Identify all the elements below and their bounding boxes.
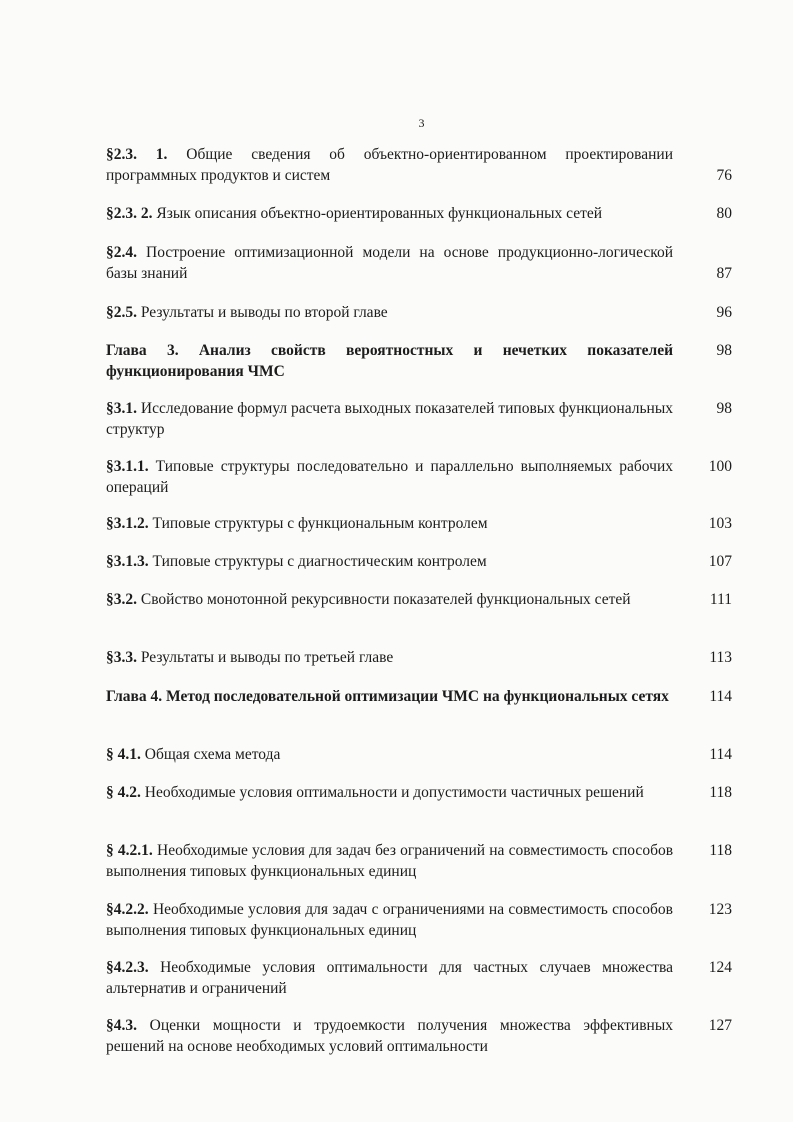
toc-entry-2-3-2[interactable] bbox=[106, 203, 732, 224]
section-title: Типовые структуры с диагностическим контролем bbox=[152, 553, 487, 570]
section-number: §3.2. bbox=[106, 591, 137, 608]
section-number: §3.1.3. bbox=[106, 553, 149, 570]
page-ref: 118 bbox=[709, 784, 732, 801]
toc-entry-2-4[interactable] bbox=[106, 242, 732, 284]
toc-entry-4-3[interactable] bbox=[106, 1015, 732, 1057]
section-title: Результаты и выводы по второй главе bbox=[140, 304, 388, 321]
section-number: §2.3. 1. bbox=[106, 146, 168, 163]
toc-entry-3-3[interactable] bbox=[106, 647, 732, 668]
page-ref: 100 bbox=[708, 458, 732, 475]
page-ref: 76 bbox=[716, 167, 732, 184]
section-title: Типовые структуры с функциональным контролем bbox=[152, 515, 488, 532]
section-number: §3.3. bbox=[106, 649, 137, 666]
page-ref: 127 bbox=[708, 1017, 732, 1034]
toc-chapter-4[interactable] bbox=[106, 686, 732, 707]
section-title: Результаты и выводы по третьей главе bbox=[140, 649, 394, 666]
section-title: Общие сведения об объектно-ориентированном проектировании программных продуктов и систем bbox=[106, 146, 674, 184]
section-number: § 4.1. bbox=[106, 746, 141, 763]
section-number: §4.2.2. bbox=[106, 901, 149, 918]
section-title: Необходимые условия для задач без ограничений на совместимость способов выполнения типовых функциональных единиц bbox=[106, 842, 674, 880]
section-title: Необходимые условия оптимальности для частных случаев множества альтернатив и ограничений bbox=[106, 959, 674, 997]
page-ref: 87 bbox=[716, 265, 732, 282]
section-title: Общая схема метода bbox=[144, 746, 281, 763]
page-ref: 111 bbox=[709, 591, 732, 608]
toc-entry-3-1-1[interactable] bbox=[106, 456, 732, 498]
page-ref: 107 bbox=[708, 553, 732, 570]
chapter-title: Глава 4. Метод последовательной оптимизации ЧМС на функциональных сетях bbox=[106, 688, 669, 705]
section-number: § 4.2. bbox=[106, 784, 141, 801]
page-number: 3 bbox=[418, 116, 425, 130]
toc-entry-3-1[interactable] bbox=[106, 398, 732, 440]
section-number: §3.1. bbox=[106, 400, 137, 417]
section-title: Исследование формул расчета выходных показателей типовых функциональных структур bbox=[106, 400, 673, 438]
toc-entry-2-3-1[interactable] bbox=[106, 144, 732, 186]
section-number: §2.4. bbox=[106, 244, 137, 261]
section-number: § 4.2.1. bbox=[106, 842, 153, 859]
page-ref: 113 bbox=[709, 649, 732, 666]
toc-entry-3-2[interactable] bbox=[106, 589, 732, 610]
section-number: §2.3. 2. bbox=[106, 205, 153, 222]
toc-entry-2-5[interactable] bbox=[106, 302, 732, 323]
page-ref: 96 bbox=[716, 304, 732, 321]
section-title: Необходимые условия оптимальности и допустимости частичных решений bbox=[144, 784, 644, 801]
section-title: Типовые структуры последовательно и параллельно выполняемых рабочих операций bbox=[106, 458, 673, 496]
page-ref: 98 bbox=[716, 400, 732, 417]
toc-entry-4-2-2[interactable] bbox=[106, 899, 732, 941]
toc-entry-3-1-2[interactable] bbox=[106, 513, 732, 534]
page-ref: 114 bbox=[709, 688, 732, 705]
section-number: §3.1.2. bbox=[106, 515, 149, 532]
page-ref: 123 bbox=[708, 901, 732, 918]
section-title: Свойство монотонной рекурсивности показателей функциональных сетей bbox=[140, 591, 631, 608]
toc-entry-4-2-1[interactable] bbox=[106, 840, 732, 882]
page-ref: 103 bbox=[708, 515, 732, 532]
section-number: §4.2.3. bbox=[106, 959, 149, 976]
section-title: Оценки мощности и трудоемкости получения множества эффективных решений на основе необходимых условий оптимальности bbox=[106, 1017, 674, 1055]
toc-chapter-3[interactable] bbox=[106, 340, 732, 382]
page-ref: 80 bbox=[716, 205, 732, 222]
section-number: §2.5. bbox=[106, 304, 137, 321]
page-ref: 118 bbox=[709, 842, 732, 859]
page-ref: 124 bbox=[708, 959, 732, 976]
page-ref: 114 bbox=[709, 746, 732, 763]
section-title: Построение оптимизационной модели на основе продукционно-логической базы знаний bbox=[106, 244, 673, 282]
section-title: Необходимые условия для задач с ограничениями на совместимость способов выполнения типовых функциональных единиц bbox=[106, 901, 673, 939]
toc-entry-3-1-3[interactable] bbox=[106, 551, 732, 572]
page-ref: 98 bbox=[716, 342, 732, 359]
toc-entry-4-1[interactable] bbox=[106, 744, 732, 765]
toc-entry-4-2-3[interactable] bbox=[106, 957, 732, 999]
toc-entry-4-2[interactable] bbox=[106, 782, 732, 803]
section-number: §3.1.1. bbox=[106, 458, 149, 475]
section-title: Язык описания объектно-ориентированных функциональных сетей bbox=[156, 205, 603, 222]
section-number: §4.3. bbox=[106, 1017, 137, 1034]
chapter-title: Глава 3. Анализ свойств вероятностных и нечетких показателей функционирования ЧМС bbox=[106, 342, 673, 380]
